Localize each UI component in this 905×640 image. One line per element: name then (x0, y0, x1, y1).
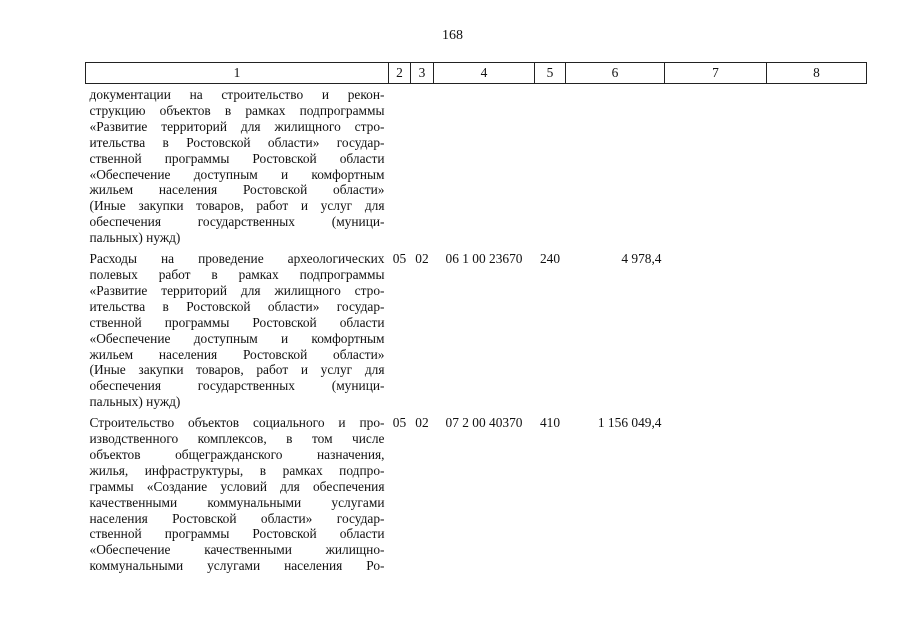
header-col-1: 1 (86, 63, 389, 84)
target-article-code: 06 1 00 23670 (445, 251, 523, 267)
header-col-5: 5 (535, 63, 566, 84)
description-line: обеспечения государственных (муници- (89, 378, 385, 394)
column-8-value (767, 410, 867, 574)
target-article-code (434, 84, 535, 247)
description-line: изводственного комплексов, в том числе (89, 431, 385, 447)
target-article-code: 07 2 00 40370 (445, 415, 523, 431)
description-line: (Иные закупки товаров, работ и услуг для (89, 362, 385, 378)
header-col-3: 3 (411, 63, 434, 84)
description-line: качественными коммунальными услугами (89, 494, 385, 510)
description-line: ительства в Ростовской области» государ- (89, 298, 385, 314)
amount-value (566, 84, 665, 247)
section-code (389, 84, 411, 247)
header-col-2: 2 (389, 63, 411, 84)
header-col-4: 4 (434, 63, 535, 84)
description-line: «Обеспечение доступным и комфортным (89, 166, 385, 182)
expense-type-code: 410 (539, 415, 561, 431)
description-line: жилья, инфраструктуры, в рамках подпро- (89, 462, 385, 478)
description-line: Строительство объектов социального и про- (89, 415, 385, 431)
description-line: «Обеспечение качественными жилищно- (89, 542, 385, 558)
expense-type-code (535, 84, 566, 247)
table-row (86, 410, 867, 574)
description-line: жильем населения Ростовской области» (89, 346, 385, 362)
table-row (86, 84, 867, 247)
header-col-8: 8 (767, 63, 867, 84)
description-line: населения Ростовской области» государ- (89, 510, 385, 526)
description-line: коммунальными услугами населения Ро- (89, 558, 385, 574)
section-code: 05 (392, 415, 407, 431)
description-line: ственной программы Ростовской области (89, 150, 385, 166)
column-7-value (665, 84, 767, 247)
description-line: струкцию объектов в рамках подпрограммы (89, 102, 385, 118)
description-line: «Обеспечение доступным и комфортным (89, 330, 385, 346)
header-row (86, 63, 867, 84)
row-description (86, 246, 389, 410)
amount-value: 1 156 049,4 (597, 415, 662, 431)
description-line: граммы «Создание условий для обеспечения (89, 478, 385, 494)
header-col-7: 7 (665, 63, 767, 84)
section-code: 05 (392, 251, 407, 267)
column-8-value (767, 84, 867, 247)
subsection-code (411, 84, 434, 247)
column-7-value (665, 410, 767, 574)
description-line: пальных) нужд) (89, 394, 181, 410)
description-line: жильем населения Ростовской области» (89, 182, 385, 198)
description-line: ственной программы Ростовской области (89, 314, 385, 330)
header-col-6: 6 (566, 63, 665, 84)
description-line: документации на строительство и рекон- (89, 87, 385, 102)
description-line: пальных) нужд) (89, 230, 181, 246)
description-line: полевых работ в рамках подпрограммы (89, 266, 385, 282)
description-line: ственной программы Ростовской области (89, 526, 385, 542)
subsection-code: 02 (415, 251, 429, 267)
column-8-value (767, 246, 867, 410)
row-description (86, 410, 389, 574)
table-row (86, 246, 867, 410)
description-line: ительства в Ростовской области» государ- (89, 134, 385, 150)
description-line: Расходы на проведение археологических (89, 251, 385, 267)
row-description (86, 84, 389, 247)
expense-type-code: 240 (539, 251, 561, 267)
description-line: «Развитие территорий для жилищного стро- (89, 118, 385, 134)
description-line: «Развитие территорий для жилищного стро- (89, 282, 385, 298)
description-line: объектов общегражданского назначения, (89, 446, 385, 462)
budget-table (85, 62, 867, 574)
page-number: 168 (442, 28, 463, 43)
description-line: обеспечения государственных (муници- (89, 214, 385, 230)
description-line: (Иные закупки товаров, работ и услуг для (89, 198, 385, 214)
amount-value: 4 978,4 (621, 251, 662, 267)
column-7-value (665, 246, 767, 410)
subsection-code: 02 (415, 415, 429, 431)
